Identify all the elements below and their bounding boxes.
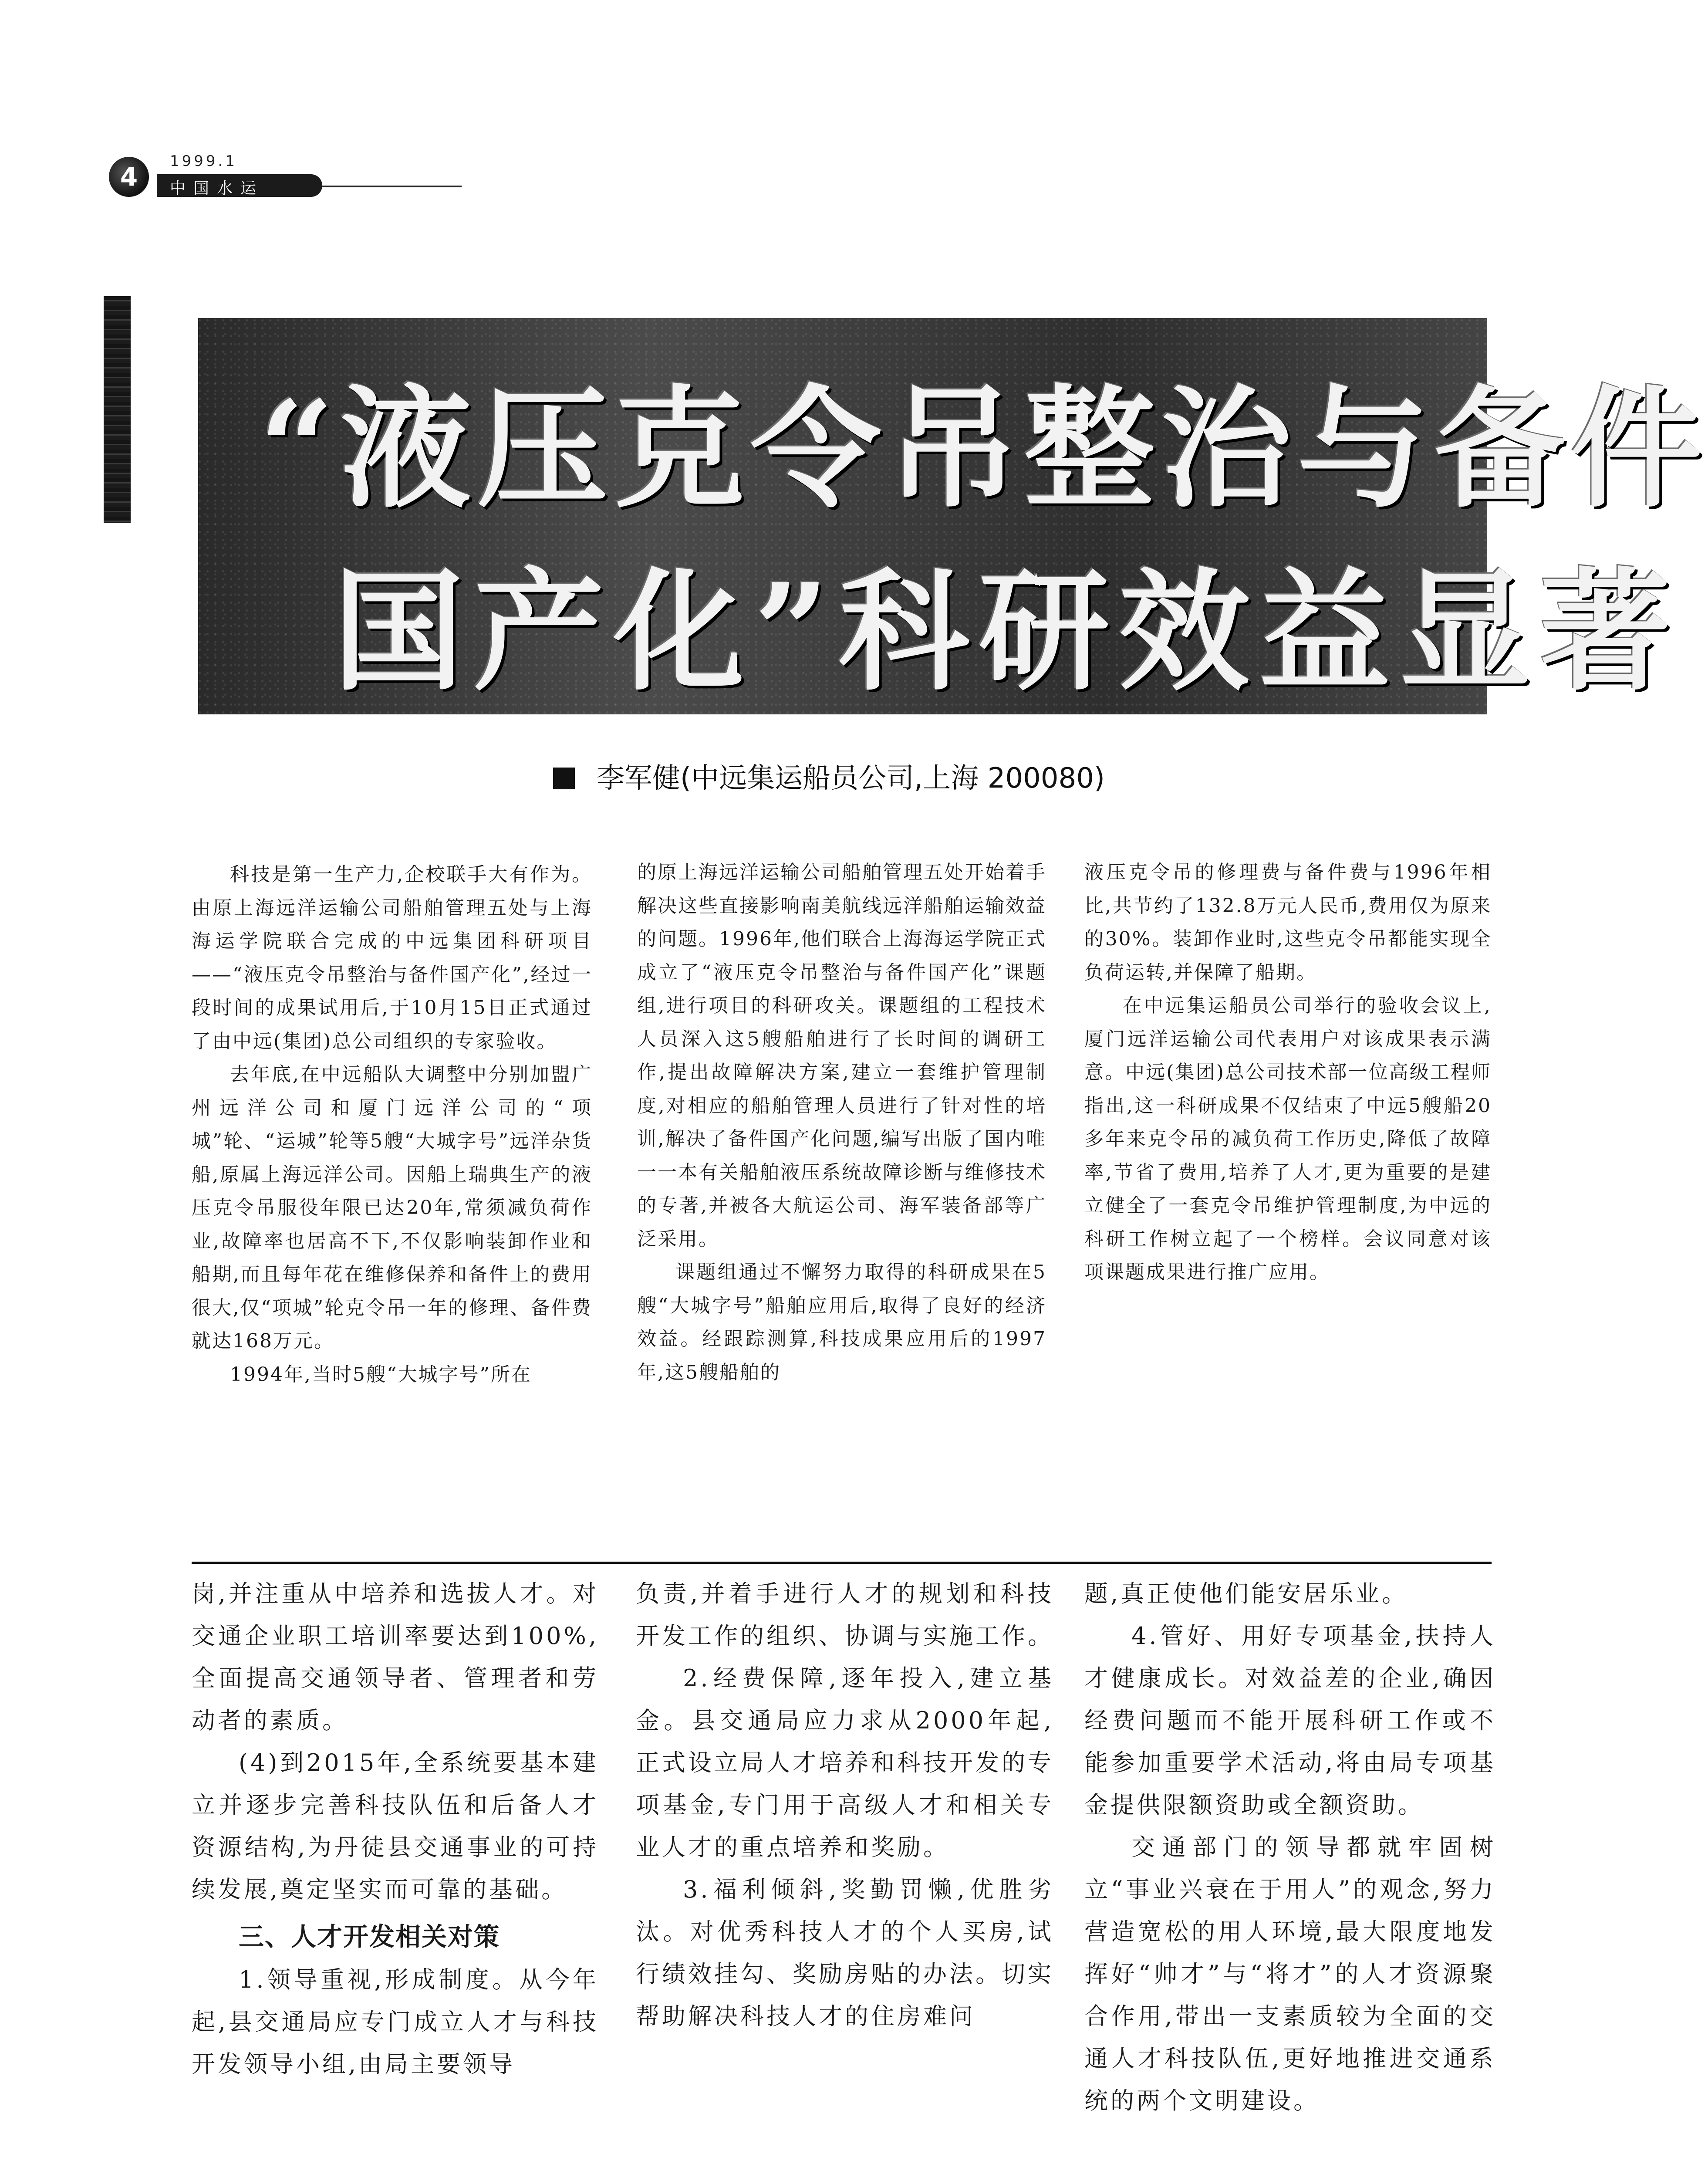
journal-name: 中国水运 bbox=[170, 179, 264, 197]
paragraph: 岗,并注重从中培养和选拔人才。对交通企业职工培训率要达到100%,全面提高交通领导者、管理者和劳动者的素质。 bbox=[192, 1580, 599, 1734]
page-number: 4 bbox=[109, 157, 149, 197]
continuation-column-3 bbox=[1084, 1573, 1496, 2122]
article-title-line2: 国产化”科研效益显著 bbox=[333, 555, 1680, 708]
continuation-column-2 bbox=[636, 1573, 1054, 2037]
paragraph: 2.经费保障,逐年投入,建立基金。县交通局应力求从2000年起,正式设立局人才培养和科技开发的专项基金,专门用于高级人才和相关专业人才的重点培养和奖励。 bbox=[636, 1664, 1054, 1861]
decorative-side-bar bbox=[104, 296, 131, 523]
paragraph: 负责,并着手进行人才的规划和科技开发工作的组织、协调与实施工作。 bbox=[636, 1580, 1054, 1650]
paragraph: 课题组通过不懈努力取得的科研成果在5艘“大城字号”船舶应用后,取得了良好的经济效益。经跟踪测算,科技成果应用后的1997年,这5艘船舶的 bbox=[637, 1261, 1046, 1383]
paragraph: 液压克令吊的修理费与备件费与1996年相比,共节约了132.8万元人民币,费用仅为原来的30%。装卸作业时,这些克令吊都能实现全负荷运转,并保障了船期。 bbox=[1084, 861, 1492, 984]
paragraph: 科技是第一生产力,企校联手大有作为。由原上海远洋运输公司船舶管理五处与上海海运学院联合完成的中远集团科研项目——“液压克令吊整治与备件国产化”,经过一段时间的成果试用后,于10月15日正式通过了由中远(集团)总公司组织的专家验收。 bbox=[192, 863, 592, 1052]
paragraph: 题,真正使他们能安居乐业。 bbox=[1084, 1580, 1408, 1607]
page-header bbox=[109, 152, 353, 213]
paragraph: (4)到2015年,全系统要基本建立并逐步完善科技队伍和后备人才资源结构,为丹徒县交通事业的可持续发展,奠定坚实而可靠的基础。 bbox=[192, 1749, 599, 1903]
paragraph: 3.福利倾斜,奖勤罚懒,优胜劣汰。对优秀科技人才的个人买房,试行绩效挂勾、奖励房贴的办法。切实帮助解决科技人才的住房难问 bbox=[636, 1876, 1054, 2030]
title-banner bbox=[198, 318, 1708, 714]
paragraph: 1.领导重视,形成制度。从今年起,县交通局应专门成立人才与科技开发领导小组,由局主要领导 bbox=[192, 1966, 599, 2078]
author-affiliation: 李军健(中远集运船员公司,上海 200080) bbox=[597, 762, 1105, 795]
paragraph: 4.管好、用好专项基金,扶持人才健康成长。对效益差的企业,确因经费问题而不能开展科研工作或不能参加重要学术活动,将由局专项基金提供限额资助或全额资助。 bbox=[1084, 1622, 1496, 1819]
article-column-1 bbox=[192, 858, 592, 1391]
article-column-2 bbox=[637, 856, 1046, 1389]
paragraph: 在中远集运船员公司举行的验收会议上,厦门远洋运输公司代表用户对该成果表示满意。中远(集团)总公司技术部一位高级工程师指出,这一科研成果不仅结束了中远5艘船20多年来克令吊的减负荷工作历史,降低了故障率,节省了费用,培养了人才,更为重要的是建立健全了一套克令吊维护管理制度,为中远的科研工作树立起了一个榜样。会议同意对该项课题成果进行推广应用。 bbox=[1084, 994, 1492, 1283]
byline bbox=[553, 756, 1105, 796]
paragraph: 的原上海远洋运输公司船舶管理五处开始着手解决这些直接影响南美航线远洋船舶运输效益的问题。1996年,他们联合上海海运学院正式成立了“液压克令吊整治与备件国产化”课题组,进行项目的科研攻关。课题组的工程技术人员深入这5艘船舶进行了长时间的调研工作,提出故障解决方案,建立一套维护管理制度,对相应的船舶管理人员进行了针对性的培训,解决了备件国产化问题,编写出版了国内唯一一本有关船舶液压系统故障诊断与维修技术的专著,并被各大航运公司、海军装备部等广泛采用。 bbox=[637, 861, 1046, 1250]
article-title-line1: “液压克令吊整治与备件 bbox=[259, 372, 1708, 525]
section-divider bbox=[192, 1562, 1492, 1564]
article-column-3 bbox=[1084, 856, 1492, 1289]
continuation-column-1 bbox=[192, 1573, 599, 2085]
square-bullet-icon bbox=[553, 768, 575, 789]
paragraph: 去年底,在中远船队大调整中分别加盟广州远洋公司和厦门远洋公司的“项城”轮、“运城”轮等5艘“大城字号”远洋杂货船,原属上海远洋公司。因船上瑞典生产的液压克令吊服役年限已达20年,常须减负荷作业,故障率也居高不下,不仅影响装卸作业和船期,而且每年花在维修保养和备件上的费用很大,仅“项城”轮克令吊一年的修理、备件费就达168万元。 bbox=[192, 1063, 592, 1352]
header-rule bbox=[322, 186, 462, 187]
paragraph: 交通部门的领导都就牢固树立“事业兴衰在于用人”的观念,努力营造宽松的用人环境,最大限度地发挥好“帅才”与“将才”的人才资源聚合作用,带出一支素质较为全面的交通人才科技队伍,更好地推进交通系统的两个文明建设。 bbox=[1084, 1833, 1496, 2114]
paragraph: 1994年,当时5艘“大城字号”所在 bbox=[230, 1363, 532, 1386]
issue-label: 1999.1 bbox=[170, 152, 237, 170]
section-heading: 三、人才开发相关对策 bbox=[239, 1922, 500, 1951]
